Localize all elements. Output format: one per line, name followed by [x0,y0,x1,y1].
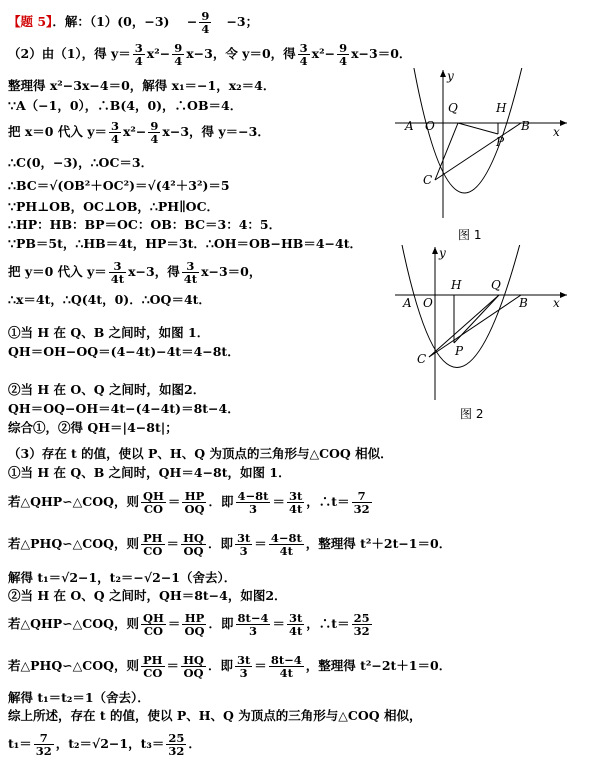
problem-header: 【题 5】．解：（1）(0，−3) − $\frac{9}{4}$ −3； [8,9,259,36]
p2-line-3: ∵A（−1，0），∴B(4，0)，∴OB＝4． [8,98,243,113]
x-axis-arrow [560,292,567,298]
p3-line-3: 若△QHP∽△COQ，则 $\frac{QH}{CO}$ ＝ $\frac{HP}{OQ}$ ．即 $\frac{4-8t}{3}$ ＝ $\frac{3t}{4t}$ ，∴t＝ $\frac{7}{32}$ [8,489,370,516]
p3-line-7: 若△QHP∽△COQ，则 $\frac{QH}{CO}$ ＝ $\frac{HP}{OQ}$ ．即 $\frac{8t-4}{3}$ ＝ $\frac{3t}{4t}$ ，∴t＝ $\frac{25}{32}$ [8,611,370,638]
segment-pq [454,295,499,343]
label-x: x [553,296,560,310]
y-axis-arrow [432,247,438,254]
answer-1: ．解：（1）(0，−3) [52,14,170,29]
p3-line-10: 综上所述，存在 t 的值，使以 P、H、Q 为顶点的三角形与△COQ 相似， [8,708,422,723]
y-axis-arrow [440,70,446,77]
label-c: C [417,352,427,366]
label-o: O [425,119,435,133]
label-y: y [439,246,446,260]
p3-line-8: 若△PHQ∽△COQ，则 $\frac{PH}{CO}$ ＝ $\frac{HQ}{OQ}$ ．即 $\frac{3t}{3}$ ＝ $\frac{8t-4}{4t}$ ，整理得 t²−2t＋1＝0． [8,653,452,680]
p3-line-4: 若△PHQ∽△COQ，则 $\frac{PH}{CO}$ ＝ $\frac{HQ}{OQ}$ ．即 $\frac{3t}{3}$ ＝ $\frac{4-8t}{4t}$ ，整理得 t²＋2t−1＝0． [8,531,452,558]
x-axis-arrow [560,120,567,126]
line-cq [429,295,499,357]
line-cb [435,123,521,180]
label-y: y [447,69,454,83]
label-a: A [403,296,412,310]
figure-1 [395,68,570,223]
p2-line-7: ∵PH⊥OB，OC⊥OB，∴PH∥OC． [8,199,220,214]
problem-tag: 【题 5】 [8,14,53,29]
p2-line-2: 整理得 x²−3x−4＝0，解得 x₁＝−1，x₂＝4． [8,78,276,93]
p2-line-1: （2）由（1），得 y＝ $\frac{3}{4}$ x²− $\frac{9}{4}$ x−3，令 y＝0，得 $\frac{3}{4}$ x²− $\frac{9}{4}$ x−3＝0． [8,41,412,68]
label-q: Q [448,101,458,115]
figure-2-caption: 图 2 [460,407,484,421]
p3-line-5: 解得 t₁＝√2−1，t₂＝−√2−1（舍去）． [8,570,237,585]
p2-line-11: ∴x＝4t，∴Q(4t，0)．∴OQ＝4t． [8,292,211,307]
label-p: P [496,135,505,149]
p2-line-14: ②当 H 在 O、Q 之间时，如图2． [8,382,206,397]
label-c: C [423,173,433,187]
p3-line-11: t₁＝ $\frac{7}{32}$ ，t₂＝√2−1，t₃＝ $\frac{25}{32}$ ． [8,731,201,758]
label-o: O [423,296,433,310]
p2-line-13: QH＝OH−OQ＝(4−4t)−4t＝4−8t． [8,344,240,359]
p2-line-8: ∴HP：HB：BP＝OC：OB：BC＝3：4：5． [8,217,282,232]
p3-line-6: ②当 H 在 O、Q 之间时，QH＝8t−4，如图2． [8,588,287,603]
p3-line-9: 解得 t₁＝t₂＝1（舍去）． [8,690,150,705]
p3-line-2: ①当 H 在 Q、B 之间时，QH＝4−8t，如图 1． [8,465,291,480]
label-p: P [455,344,464,358]
p2-line-6: ∴BC＝√(OB²＋OC²)＝√(4²＋3²)＝5 [8,178,230,193]
p2-line-12: ①当 H 在 Q、B 之间时，如图 1． [8,325,210,340]
label-q: Q [491,278,501,292]
label-x: x [553,125,560,139]
line-cq [435,123,458,180]
p2-line-4: 把 x＝0 代入 y＝ $\frac{3}{4}$ x²− $\frac{9}{4}$ x−3，得 y＝−3． [8,119,270,146]
label-a: A [405,119,414,133]
label-h: H [451,278,462,292]
p2-line-16: 综合①，②得 QH＝|4−8t|； [8,420,178,435]
fraction: $\frac{9}{4}$ [201,9,210,36]
label-b: B [521,119,530,133]
answer-1b: −3； [226,14,259,29]
p2-line-15: QH＝OQ−OH＝4t−(4−4t)＝8t−4． [8,401,240,416]
label-b: B [519,296,528,310]
label-h: H [496,101,507,115]
p2-line-5: ∴C(0，−3)，∴OC＝3． [8,155,154,170]
p3-line-1: （3）存在 t 的值，使以 P、H、Q 为顶点的三角形与△COQ 相似． [8,446,393,461]
figure-1-caption: 图 1 [458,228,482,242]
line-cb [429,295,521,357]
figure-2 [395,245,570,405]
segment-qp [458,123,498,134]
p2-line-10: 把 y＝0 代入 y＝ $\frac{3}{4t}$ x−3，得 $\frac{3}{4t}$ x−3＝0， [8,259,262,286]
p2-line-9: ∵PB＝5t，∴HB＝4t，HP＝3t．∴OH＝OB−HB＝4−4t． [8,236,362,251]
